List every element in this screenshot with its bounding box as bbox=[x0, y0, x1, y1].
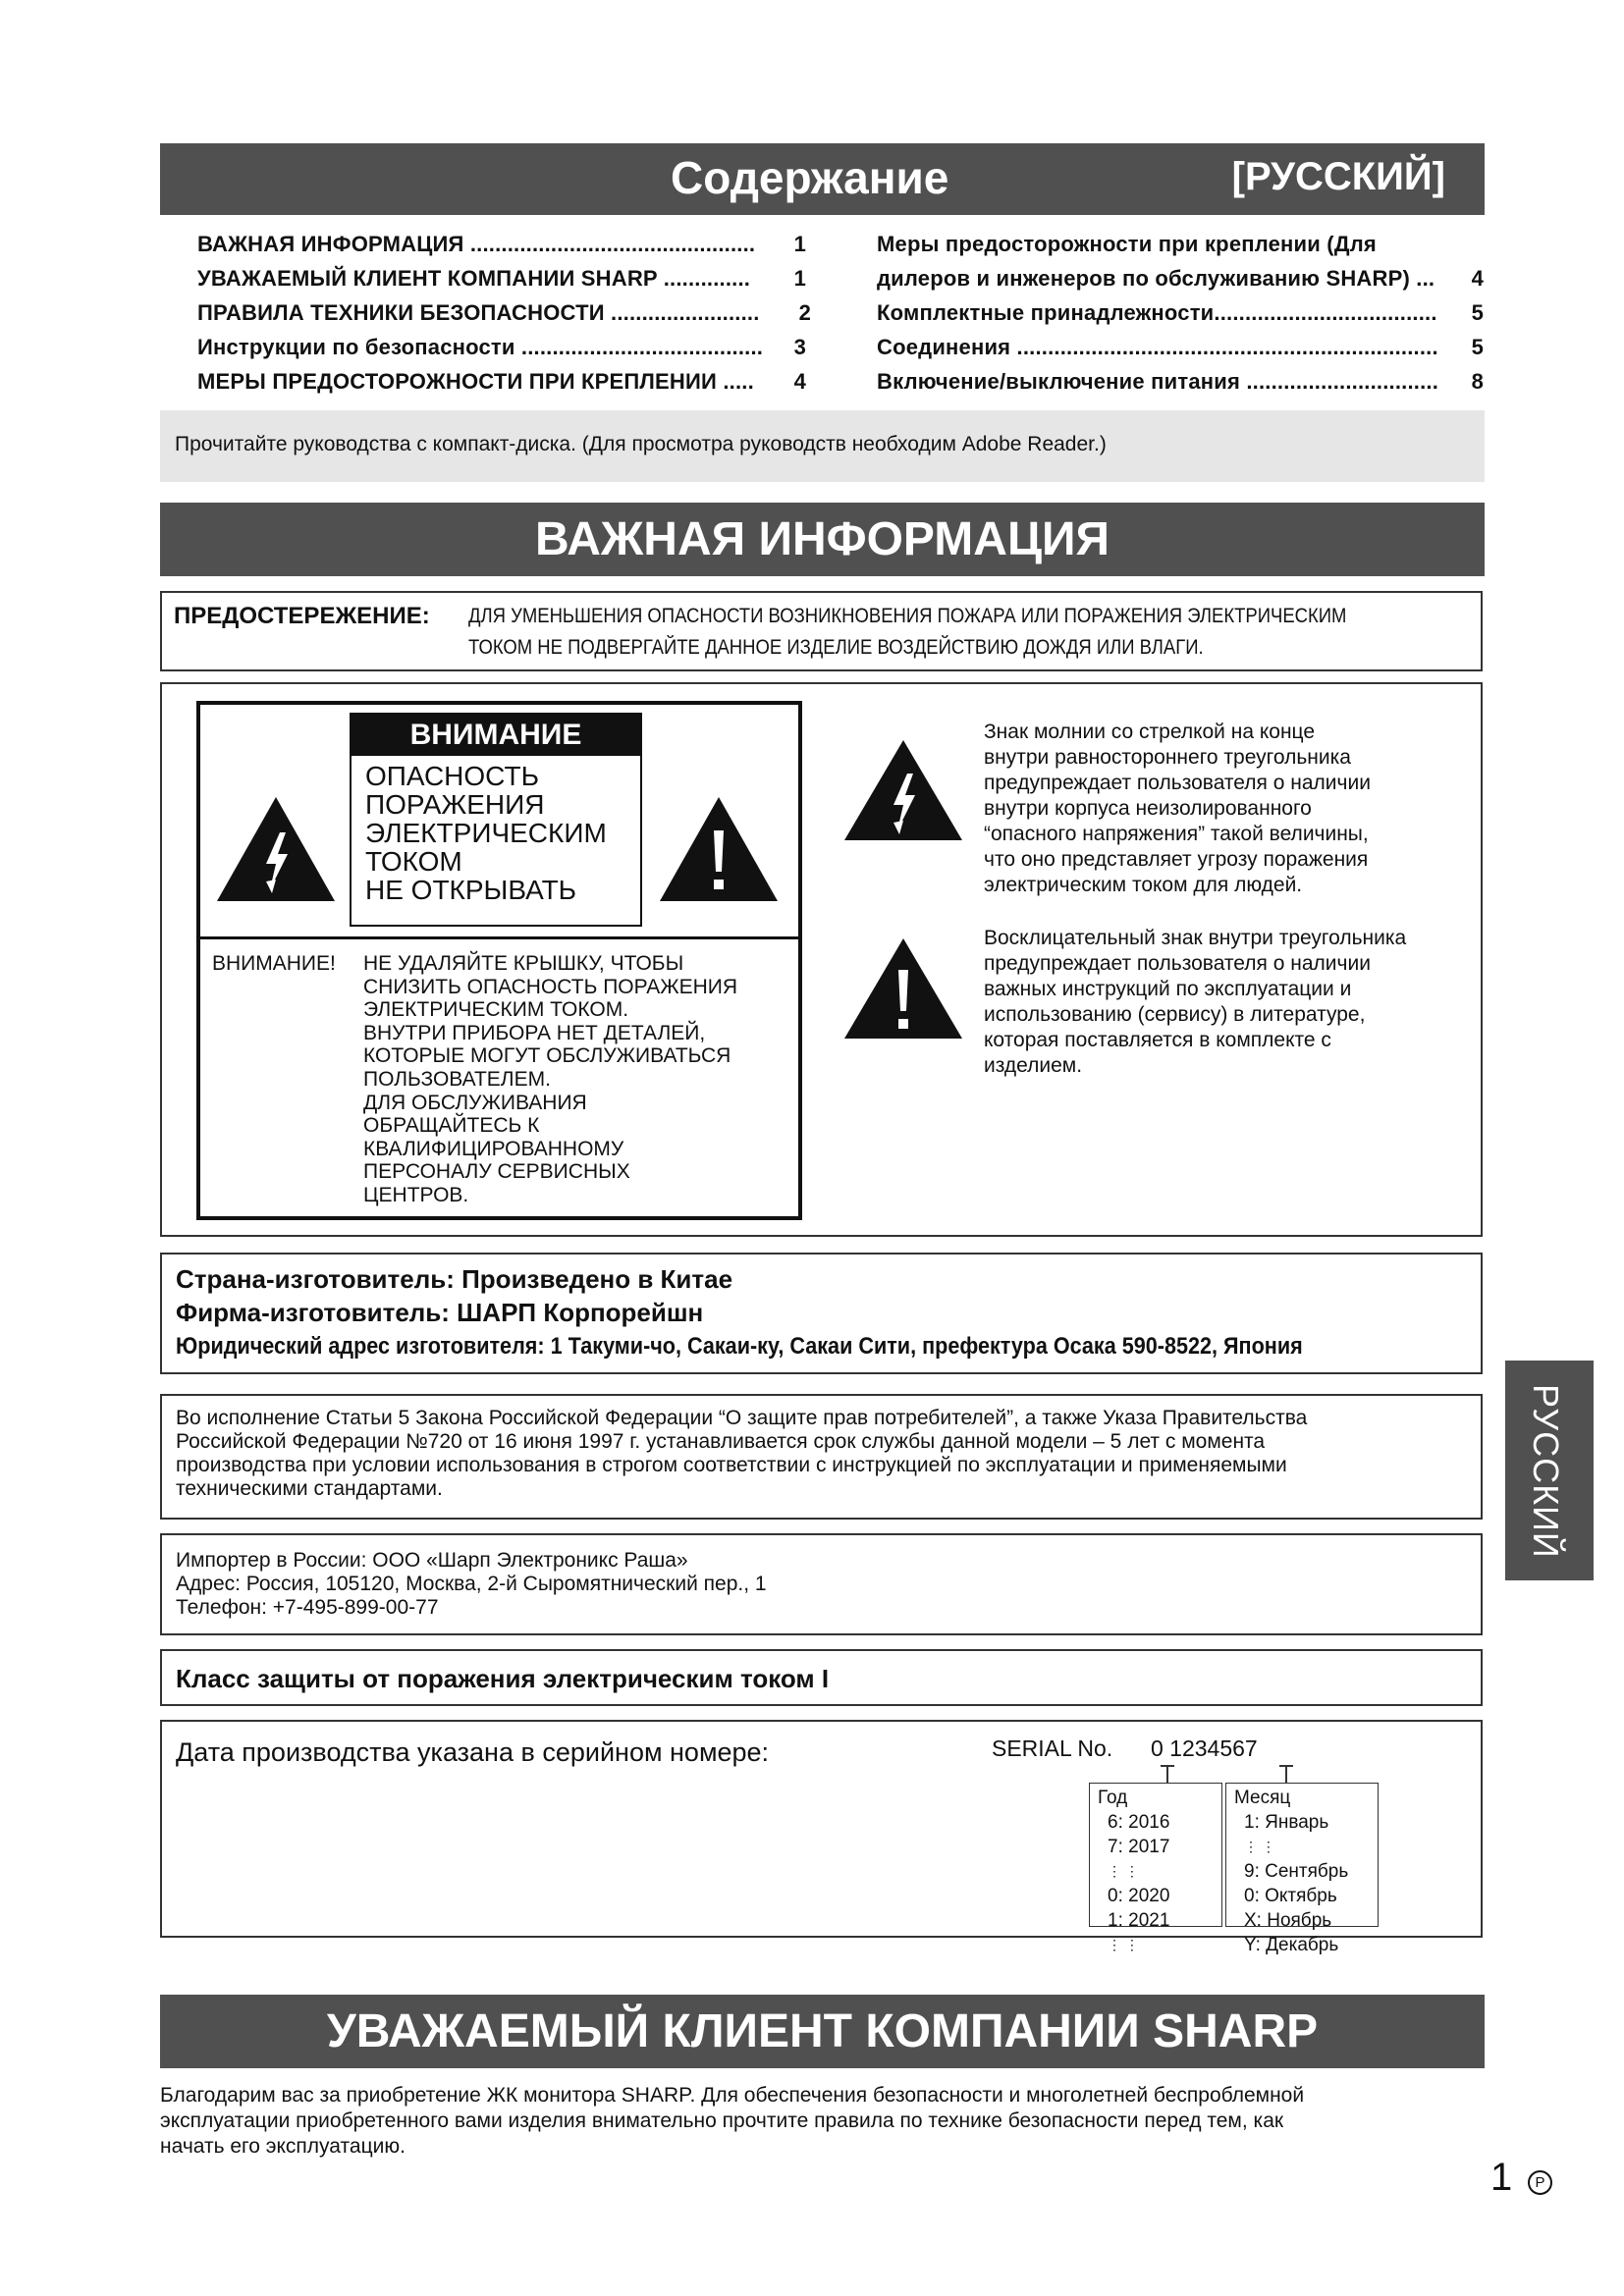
desc-line: которая поставляется в комплекте с bbox=[984, 1029, 1331, 1051]
manufacturer-company: Фирма-изготовитель: ШАРП Корпорейшн bbox=[176, 1298, 704, 1327]
month-line: 0: Октябрь bbox=[1244, 1886, 1337, 1906]
customer-header bbox=[160, 1995, 1485, 2068]
customer-title: УВАЖАЕМЫЙ КЛИЕНТ КОМПАНИИ SHARP bbox=[326, 2005, 1319, 2057]
customer-line: эксплуатации приобретенного вами изделия внимательно прочтите правила по технике безопасности перед тем, как bbox=[160, 2109, 1284, 2132]
year-line: 0: 2020 bbox=[1108, 1886, 1170, 1906]
desc-line: Знак молнии со стрелкой на конце bbox=[984, 721, 1316, 743]
year-line: 7: 2017 bbox=[1108, 1837, 1170, 1857]
attention-line: ЦЕНТРОВ. bbox=[363, 1183, 469, 1206]
language-label: [РУССКИЙ] bbox=[1231, 155, 1445, 198]
serial-box bbox=[160, 1720, 1483, 1955]
manufacturer-address: Юридический адрес изготовителя: 1 Такуми-чо, Сакаи-ку, Сакаи Сити, префектура Осака 590-8522, Япония bbox=[176, 1333, 1303, 1360]
attention-prefix: ВНИМАНИЕ! bbox=[212, 952, 336, 975]
caution-top bbox=[200, 705, 798, 939]
month-line: 1: Январь bbox=[1244, 1812, 1329, 1833]
importer-box bbox=[160, 1533, 1483, 1635]
page-mark-icon bbox=[1528, 2170, 1552, 2195]
protection-class-box bbox=[160, 1649, 1483, 1706]
side-tab-label: РУССКИЙ bbox=[1526, 1384, 1566, 1559]
exclamation-description bbox=[984, 926, 1406, 1079]
exclamation-warning-icon bbox=[658, 795, 780, 903]
attention-line: КОТОРЫЕ МОГУТ ОБСЛУЖИВАТЬСЯ bbox=[363, 1044, 731, 1068]
desc-line: предупреждает пользователя о наличии bbox=[984, 772, 1371, 794]
desc-line: внутри равностороннего треугольника bbox=[984, 746, 1351, 769]
language-side-tab[interactable] bbox=[1505, 1361, 1594, 1580]
month-connector-stem bbox=[1285, 1765, 1287, 1783]
law-line: Во исполнение Статьи 5 Закона Российской Федерации “О защите прав потребителей”, а также Указа Правительства bbox=[176, 1407, 1308, 1429]
caution-header-text: ВНИМАНИЕ bbox=[409, 719, 582, 751]
attention-line: ЭЛЕКТРИЧЕСКИМ ТОКОМ. bbox=[363, 998, 629, 1022]
serial-number: 0 1234567 bbox=[1151, 1735, 1258, 1761]
page-number: 1 bbox=[1490, 2156, 1513, 2199]
lightning-warning-icon bbox=[215, 795, 337, 903]
caution-lines bbox=[352, 756, 640, 904]
desc-line: использованию (сервису) в литературе, bbox=[984, 1003, 1366, 1026]
year-connector-stem bbox=[1166, 1765, 1168, 1783]
desc-line: изделием. bbox=[984, 1054, 1083, 1077]
attention-lines bbox=[363, 952, 737, 1207]
contents-header bbox=[160, 143, 1485, 215]
year-line: 6: 2016 bbox=[1108, 1812, 1170, 1833]
important-header bbox=[160, 503, 1485, 576]
desc-line: предупреждает пользователя о наличии bbox=[984, 952, 1371, 975]
attention-line: ПЕРСОНАЛУ СЕРВИСНЫХ bbox=[363, 1160, 630, 1184]
attention-line: ПОЛЬЗОВАТЕЛЕМ. bbox=[363, 1067, 551, 1091]
caution-line: ТОКОМ bbox=[365, 846, 462, 877]
production-date-text: Дата производства указана в серийном номере: bbox=[176, 1737, 770, 1767]
law-line: производства при условии использования в строгом соответствии с инструкцией по эксплуатации и применяемыми bbox=[176, 1454, 1287, 1476]
desc-line: что оно представляет угрозу поражения bbox=[984, 848, 1369, 871]
serial-label: SERIAL No. bbox=[992, 1735, 1113, 1761]
month-line: 9: Сентябрь bbox=[1244, 1861, 1349, 1882]
month-header: Месяц bbox=[1234, 1788, 1291, 1808]
month-line: Y: Декабрь bbox=[1244, 1935, 1339, 1955]
caution-panel bbox=[160, 682, 1483, 1237]
year-header: Год bbox=[1098, 1788, 1128, 1808]
month-line: ⋮ ⋮ bbox=[1244, 1839, 1275, 1854]
manufacturer-box bbox=[160, 1253, 1483, 1374]
desc-line: важных инструкций по эксплуатации и bbox=[984, 978, 1352, 1000]
service-life-text bbox=[176, 1407, 1307, 1501]
warning-label: ПРЕДОСТЕРЕЖЕНИЕ: bbox=[174, 603, 430, 629]
importer-line: Адрес: Россия, 105120, Москва, 2-й Сыромятнический пер., 1 bbox=[176, 1573, 767, 1595]
desc-line: внутри корпуса неизолированного bbox=[984, 797, 1312, 820]
service-life-box bbox=[160, 1394, 1483, 1520]
attention-line: НЕ УДАЛЯЙТЕ КРЫШКУ, ЧТОБЫ bbox=[363, 952, 684, 975]
year-line: 1: 2021 bbox=[1108, 1910, 1170, 1931]
desc-line: “опасного напряжения” такой величины, bbox=[984, 823, 1369, 845]
caution-label bbox=[196, 701, 802, 1220]
attention-line: ВНУТРИ ПРИБОРА НЕТ ДЕТАЛЕЙ, bbox=[363, 1021, 706, 1044]
page-mark-text: P bbox=[1535, 2174, 1545, 2191]
month-line: X: Ноябрь bbox=[1244, 1910, 1332, 1931]
caution-line: ПОРАЖЕНИЯ bbox=[365, 789, 545, 820]
protection-class-text: Класс защиты от поражения электрическим током I bbox=[176, 1664, 830, 1693]
attention-line: ДЛЯ ОБСЛУЖИВАНИЯ bbox=[363, 1091, 587, 1114]
cd-note bbox=[160, 410, 1485, 482]
month-table bbox=[1225, 1783, 1379, 1955]
manufacturer-country: Страна-изготовитель: Произведено в Китае bbox=[176, 1264, 733, 1294]
warning-box bbox=[160, 591, 1483, 671]
importer-line: Импортер в России: ООО «Шарп Электроникс Раша» bbox=[176, 1549, 688, 1572]
desc-line: Восклицательный знак внутри треугольника bbox=[984, 927, 1407, 949]
important-title: ВАЖНАЯ ИНФОРМАЦИЯ bbox=[534, 513, 1110, 565]
warning-line-1: ДЛЯ УМЕНЬШЕНИЯ ОПАСНОСТИ ВОЗНИКНОВЕНИЯ ПОЖАРА ИЛИ ПОРАЖЕНИЯ ЭЛЕКТРИЧЕСКИМ bbox=[468, 605, 1347, 627]
importer-text bbox=[176, 1549, 767, 1620]
customer-line: начать его эксплуатацию. bbox=[160, 2135, 406, 2158]
attention-line: КВАЛИФИЦИРОВАННОМУ bbox=[363, 1137, 624, 1160]
caution-line: ЭЛЕКТРИЧЕСКИМ bbox=[365, 818, 607, 848]
year-table bbox=[1089, 1783, 1222, 1952]
desc-line: электрическим током для людей. bbox=[984, 874, 1303, 896]
caution-line: ОПАСНОСТЬ bbox=[365, 761, 539, 791]
attention-line: ОБРАЩАЙТЕСЬ К bbox=[363, 1114, 540, 1138]
caution-line: НЕ ОТКРЫВАТЬ bbox=[365, 875, 577, 905]
attention-line: СНИЗИТЬ ОПАСНОСТЬ ПОРАЖЕНИЯ bbox=[363, 975, 738, 998]
warning-line-2: ТОКОМ НЕ ПОДВЕРГАЙТЕ ДАННОЕ ИЗДЕЛИЕ ВОЗДЕЙСТВИЮ ДОЖДЯ ИЛИ ВЛАГИ. bbox=[468, 636, 1204, 659]
law-line: Российской Федерации №720 от 16 июня 1997 г. устанавливается срок службы данной модели – 5 лет с момента bbox=[176, 1430, 1266, 1453]
lightning-symbol-icon bbox=[842, 738, 964, 842]
year-line: ⋮ ⋮ bbox=[1108, 1937, 1139, 1952]
customer-text bbox=[160, 2083, 1304, 2160]
customer-line: Благодарим вас за приобретение ЖК монитора SHARP. Для обеспечения безопасности и многолетней беспроблемной bbox=[160, 2084, 1305, 2107]
cd-note-text: Прочитайте руководства с компакт-диска. (Для просмотра руководств необходим Adobe Reader.) bbox=[175, 433, 1107, 455]
contents-title: Содержание bbox=[671, 152, 949, 203]
caution-inner-header bbox=[352, 715, 640, 756]
exclamation-symbol-icon bbox=[842, 936, 964, 1041]
lightning-description bbox=[984, 720, 1371, 898]
year-line: ⋮ ⋮ bbox=[1108, 1863, 1139, 1879]
importer-line: Телефон: +7-495-899-00-77 bbox=[176, 1596, 439, 1619]
caution-inner-box bbox=[350, 713, 642, 927]
law-line: техническими стандартами. bbox=[176, 1477, 443, 1500]
